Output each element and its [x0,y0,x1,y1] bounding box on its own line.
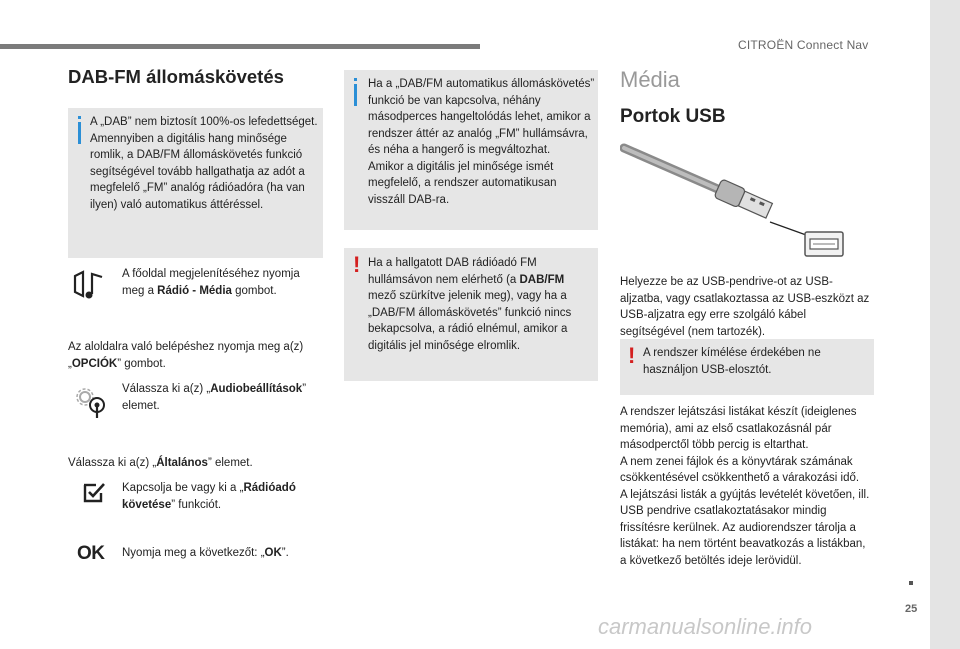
step-station-follow: Kapcsolja be vagy ki a „Rádióadó követése” funkciót. [122,482,296,511]
step-audio-settings: Válassza ki a(z) „Audiobeállítások” elemet. [122,383,307,412]
para-options: Az aloldalra való belépéshez nyomja meg a(z) „OPCIÓK” gombot. [68,341,304,370]
page-edge-strip [930,0,960,649]
step-press-ok: Nyomja meg a következőt: „OK”. [122,547,289,559]
info-icon [78,116,83,144]
para-usb-insert: Helyezze be az USB-pendrive-ot az USB-aljzatba, vagy csatlakoztassa az USB-eszközt az USB-aljzatra egy erre szolgáló kábel segítségével (nem tartozék). [620,276,870,338]
section-title-media: Média [620,67,680,92]
warning-icon: ! [353,252,361,277]
ok-label-icon: OK [77,543,105,564]
settings-audio-icon [76,386,110,420]
warning-text-usb: A rendszer kímélése érdekében ne használjon USB-elosztót. [643,347,821,376]
brand-label: CITROËN Connect Nav [738,38,869,52]
checkbox-icon [82,480,106,504]
info-icon [354,78,359,106]
warning-icon: ! [628,343,636,368]
page-number: 25 [905,603,918,615]
para-playlists: A rendszer lejátszási listákat készít (ideiglenes memória), ami az első csatlakozásnál pár másodperctől több percig is eltarthat. A nem zenei fájlok és a könyvtárak számának csökkentésével csökkenthető a várakozási idő. A lejátszási listák a gyújtás levételét követően, ill. USB pendrive csatlakoztatásakor mindig frissítésre kerülnek. Az audiorendszer tárolja a listákat: ha nem történt beavatkozás a listákban, a következő betöltés ideje lerövidül. [620,406,870,567]
header-rule [0,44,480,49]
radio-media-icon [72,268,106,302]
info-text-auto-follow: Ha a „DAB/FM automatikus állomáskövetés” funkció be van kapcsolva, néhány másodperces hangeltolódás lehet, amikor a rendszer áttér az analóg „FM” hullámsávra, és néha a hangerő is megváltozhat. Amikor a digitális jel minősége ismét megfelelő, a rendszer automatikusan visszáll DAB-ra. [368,78,595,206]
usb-port-icon [804,231,844,257]
para-general: Válassza ki a(z) „Általános” elemet. [68,457,253,469]
page-marker [909,581,913,585]
section-title-dab-fm: DAB-FM állomáskövetés [68,66,284,87]
info-text-dab: A „DAB” nem biztosít 100%-os lefedettséget. Amennyiben a digitális hang minősége romlik, a DAB/FM állomáskövetés funkció segítségével tovább hallgathatja az adót a megfelelő „FM” analóg rádióadóra (ha van ilyen) való automatikus áttéréssel. [90,116,318,211]
subtitle-usb-ports: Portok USB [620,106,726,127]
step-radio-media: A főoldal megjelenítéséhez nyomja meg a Rádió - Média gombot. [122,268,300,297]
warning-text-dab: Ha a hallgatott DAB rádióadó FM hullámsávon nem elérhető (a DAB/FM mező szürkítve jelenik meg), vagy ha a „DAB/FM állomáskövetés” funkció nincs bekapcsolva, a rádió elnémul, amikor a digitális jel minősége elromlik. [368,257,572,352]
watermark: carmanualsonline.info [598,614,813,639]
